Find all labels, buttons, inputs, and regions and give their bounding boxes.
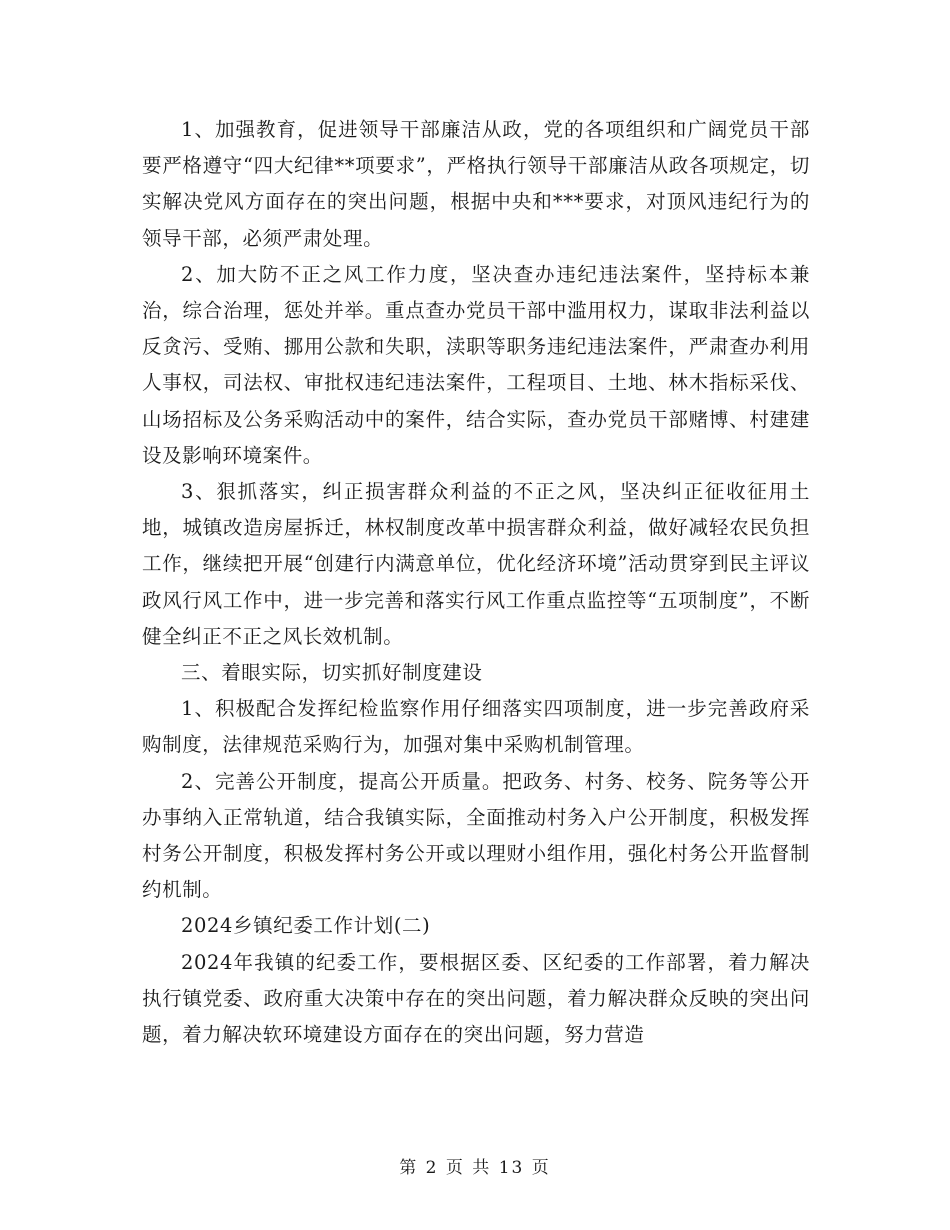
section-heading-system-building: 三、着眼实际，切实抓好制度建设 (181, 661, 483, 685)
page-number: 第 2 页 共 13 页 (399, 1158, 551, 1178)
page-footer (0, 1153, 950, 1178)
paragraph-strengthen-education: 1、加强教育，促进领导干部廉洁从政，党的各项组织和广阔党员干部要严格遵守“四大纪律**项要求”，严格执行领导干部廉洁从政各项规定，切实解决党风方面存在的突出问题，根据中央和***要求，对顶风违纪行为的领导干部，必须严肃处理。 (142, 118, 810, 250)
paragraph-implementation: 3、狠抓落实，纠正损害群众利益的不正之风，坚决纠正征收征用土地，城镇改造房屋拆迁，林权制度改革中损害群众利益，做好减轻农民负担工作，继续把开展“创建行内满意单位，优化经济环境”活动贯穿到民主评议政风行风工作中，进一步完善和落实行风工作重点监控等“五项制度”，不断健全纠正不正之风长效机制。 (142, 480, 810, 648)
paragraph-plan-intro: 2024年我镇的纪委工作，要根据区委、区纪委的工作部署，着力解决执行镇党委、政府重大决策中存在的突出问题，着力解决群众反映的突出问题，着力解决软环境建设方面存在的突出问题，努力营造 (142, 950, 810, 1047)
paragraph-procurement: 1、积极配合发挥纪检监察作用仔细落实四项制度，进一步完善政府采购制度，法律规范采购行为，加强对集中采购机制管理。 (142, 697, 810, 757)
plan-title-part-two: 2024乡镇纪委工作计划(二) (181, 914, 431, 938)
paragraph-anti-malpractice: 2、加大防不正之风工作力度，坚决查办违纪违法案件，坚持标本兼治，综合治理，惩处并举。重点查办党员干部中滥用权力，谋取非法利益以反贪污、受贿、挪用公款和失职，渎职等职务违纪违法案件，严肃查办利用人事权，司法权、审批权违纪违法案件，工程项目、土地、林木指标采伐、山场招标及公务采购活动中的案件，结合实际，查办党员干部赌博、村建建设及影响环境案件。 (142, 262, 810, 467)
paragraph-public-disclosure: 2、完善公开制度，提高公开质量。把政务、村务、校务、院务等公开办事纳入正常轨道，结合我镇实际，全面推动村务入户公开制度，积极发挥村务公开制度，积极发挥村务公开或以理财小组作用，强化村务公开监督制约机制。 (142, 769, 810, 902)
document-body (142, 112, 810, 1053)
